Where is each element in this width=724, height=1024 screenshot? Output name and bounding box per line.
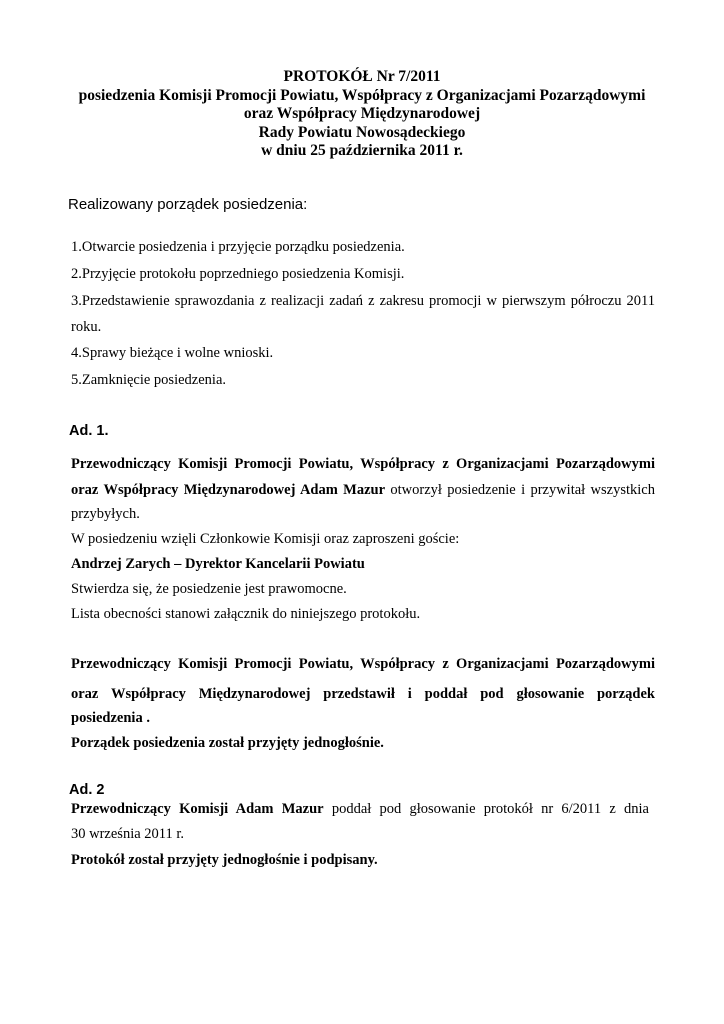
ad2-p1-line2: 30 września 2011 r. [71, 826, 185, 842]
title-line-3: oraz Współpracy Międzynarodowej [243, 105, 481, 122]
ad1-p6: Porządek posiedzenia został przyjęty jednogłośnie. [71, 735, 384, 751]
ad1-heading: Ad. 1. [69, 423, 109, 439]
ad1-p4: Lista obecności stanowi załącznik do niniejszego protokołu. [71, 606, 421, 622]
ad2-heading: Ad. 2 [69, 782, 105, 798]
ad1-p1-line2 [71, 481, 655, 499]
title-line-4: Rady Powiatu Nowosądeckiego [258, 123, 466, 141]
ad1-p5-line2: oraz Współpracy Międzynarodowej przedstawił i poddał pod głosowanie porządek [71, 686, 655, 702]
agenda-item-2: 2.Przyjęcie protokołu poprzedniego posiedzenia Komisji. [71, 266, 405, 282]
title-line-5: w dniu 25 października 2011 r. [261, 142, 463, 159]
title-line-1: PROTOKÓŁ Nr 7/2011 [283, 68, 441, 85]
ad2-p2: Protokół został przyjęty jednogłośnie i podpisany. [71, 852, 378, 868]
agenda-heading: Realizowany porządek posiedzenia: [68, 196, 308, 213]
agenda-item-5: 5.Zamknięcie posiedzenia. [71, 372, 227, 388]
ad2-p1-line1 [71, 800, 649, 818]
ad1-p5-line3: posiedzenia . [71, 710, 150, 726]
ad1-p1-line3: przybyłych. [71, 506, 140, 522]
ad1-p2: W posiedzeniu wzięli Członkowie Komisji oraz zaproszeni goście: [71, 531, 460, 547]
document-title [0, 68, 724, 161]
ad2-p1-line1-text: poddał pod głosowanie protokół nr 6/2011 z dnia [323, 801, 649, 817]
ad2-chairman-name: Przewodniczący Komisji Adam Mazur [71, 801, 324, 817]
agenda-item-3-cont: roku. [71, 319, 102, 335]
agenda-item-1: 1.Otwarcie posiedzenia i przyjęcie porządku posiedzenia. [71, 239, 405, 255]
ad1-p1-line1: Przewodniczący Komisji Promocji Powiatu, Współpracy z Organizacjami Pozarządowymi [71, 456, 655, 472]
ad1-guest: Andrzej Zarych – Dyrektor Kancelarii Powiatu [71, 556, 365, 572]
ad1-p5-line1: Przewodniczący Komisji Promocji Powiatu, Współpracy z Organizacjami Pozarządowymi [71, 656, 655, 672]
agenda-item-3: 3.Przedstawienie sprawozdania z realizacji zadań z zakresu promocji w pierwszym półroczu 2011 [71, 293, 655, 309]
ad1-p1-line2-text: otworzył posiedzenie i przywitał wszystkich [385, 482, 655, 498]
ad1-chairman-name: oraz Współpracy Międzynarodowej Adam Mazur [71, 482, 386, 498]
agenda-item-4: 4.Sprawy bieżące i wolne wnioski. [71, 345, 274, 361]
title-line-2: posiedzenia Komisji Promocji Powiatu, Współpracy z Organizacjami Pozarządowymi [78, 86, 646, 104]
ad1-p3: Stwierdza się, że posiedzenie jest prawomocne. [71, 581, 347, 597]
